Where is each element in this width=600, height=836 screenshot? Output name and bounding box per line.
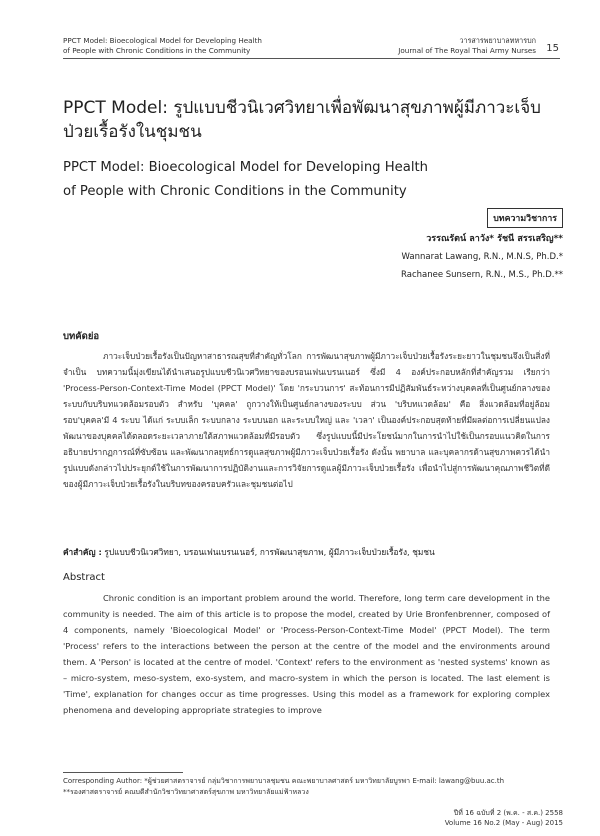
header-divider: [63, 58, 560, 59]
keywords-line: [63, 545, 550, 559]
keywords-text: รูปแบบชีวนิเวศวิทยา, บรอนเฟนเบรนเนอร์, การพัฒนาสุขภาพ, ผู้มีภาวะเจ็บป่วยเรื้อรัง, ชุมชน: [104, 547, 435, 557]
running-header-right: [398, 36, 559, 56]
title-english-line-1: PPCT Model: Bioecological Model for Developing Health: [63, 160, 429, 175]
header-left-line-1: PPCT Model: Bioecological Model for Developing Health: [63, 36, 262, 45]
abstract-thai-text: ภาวะเจ็บป่วยเรื้อรังเป็นปัญหาสาธารณสุขที่สำคัญทั่วโลก การพัฒนาสุขภาพผู้มีภาวะเจ็บป่วยเรื้อรังระยะยาวในชุมชนจึงเป็นสิ่งที่จำเป็น บทความนี้มุ่งเขียนได้นำเสนอรูปแบบชีวนิเวศวิทยาของบรอนเฟนเบรนเนอร์ ซึ่งมี 4 องค์ประกอบหลักที่สำคัญรวม เรียกว่า 'Process-Person-Context-Time Model (PPCT Model)' โดย 'กระบวนการ' สะท้อนการมีปฏิสัมพันธ์ระหว่างบุคคลที่เป็นศูนย์กลางของระบบกับบริบทแวดล้อมรอบตัว สำหรับ 'บุคคล' ถูกวางให้เป็นศูนย์กลางของระบบ ส่วน 'บริบทแวดล้อม' คือ สิ่งแวดล้อมที่อยู่ล้อมรอบ'บุคคล'มี 4 ระบบ ได้แก่ ระบบเล็ก ระบบกลาง ระบบนอก และระบบใหญ่ และ 'เวลา' เป็นองค์ประกอบสุดท้ายที่มีผลต่อการเปลี่ยนแปลงพัฒนาของบุคคลได้ตลอดระยะเวลาภายใต้สภาพแวดล้อมที่มีรอบตัว ซึ่งรูปแบบนี้มีประโยชน์มากในการนำไปใช้เป็นกรอบแนวคิดในการอธิบายปรากฏการณ์ที่ซับซ้อน และพัฒนากลยุทธ์การดูแลสุขภาพผู้มีภาวะเจ็บป่วยเรื้อรัง ดังนั้น พยาบาล และบุคลากรด้านสุขภาพควรได้นำรูปแบบดังกล่าวไปประยุกต์ใช้ในการพัฒนาการปฏิบัติงานและการวิจัยการดูแลผู้มีภาวะเจ็บป่วยเรื้อรัง เพื่อนำไปสู่การพัฒนาคุณภาพชีวิตที่ดีของผู้มีภาวะเจ็บป่วยเรื้อรังในบริบทของครอบครัวและชุมชนต่อไป: [63, 351, 550, 489]
footnote-second-author: **รองศาสตราจารย์ คณบดีสำนักวิชาวิทยาศาสตร์สุขภาพ มหาวิทยาลัยแม่ฟ้าหลวง: [63, 788, 309, 796]
author-block: [401, 230, 563, 284]
header-left-line-2: of People with Chronic Conditions in the Community: [63, 46, 251, 55]
volume-footer: [445, 808, 563, 828]
abstract-thai-body: [63, 348, 550, 492]
abstract-english-text: Chronic condition is an important problem around the world. Therefore, long term care development in the community is needed. The aim of this article is to propose the model, created by Urie Bronfenbrenner, composed of 4 components, namely 'Bioecological Model' or 'Process-Person-Context-Time Model' (PPCT Model). The term 'Process' refers to the interactions between the person at the centre of the model and the environments around them. A 'Person' is located at the centre of model. 'Context' refers to the environment as 'nested systems' known as – micro-system, meso-system, exo-system, and macro-system in which the person is located. The last element is 'Time', explanation for changes occur as time progresses. Using this model as a framework for exploring complex phenomena and developing appropriate strategies to improve: [63, 593, 550, 715]
footnotes: [63, 776, 563, 798]
title-english-line-2: of People with Chronic Conditions in the Community: [63, 184, 407, 199]
volume-english: Volume 16 No.2 (May - Aug) 2015: [444, 819, 563, 827]
page-number: 15: [546, 43, 559, 54]
article-title-english: [63, 156, 543, 204]
journal-name-english: Journal of The Royal Thai Army Nurses: [398, 46, 536, 55]
abstract-english-body: [63, 590, 550, 718]
abstract-thai-heading: บทคัดย่อ: [63, 331, 100, 342]
footnote-divider: [63, 772, 183, 773]
volume-thai: ปีที่ 16 ฉบับที่ 2 (พ.ค. - ส.ค.) 2558: [453, 809, 563, 817]
running-header-left: [63, 36, 262, 56]
footnote-corresponding-author: Corresponding Author: *ผู้ช่วยศาสตราจารย์ กลุ่มวิชาการพยาบาลชุมชน คณะพยาบาลศาสตร์ มหาวิทยาลัยบูรพา E-mail: lawang@buu.ac.th: [63, 777, 505, 785]
abstract-english-heading: Abstract: [63, 572, 105, 583]
keywords-label: คำสำคัญ :: [63, 547, 102, 557]
article-type-badge: บทความวิชาการ: [487, 208, 563, 228]
journal-name-thai: วารสารพยาบาลทหารบก: [459, 36, 536, 45]
author-1-english: Wannarat Lawang, R.N., M.N.S, Ph.D.*: [401, 252, 563, 262]
author-2-english: Rachanee Sunsern, R.N., M.S., Ph.D.**: [401, 270, 563, 280]
authors-thai: วรรณรัตน์ ลาวัง* รัชนี สรรเสริญ**: [426, 234, 563, 244]
article-title-thai: PPCT Model: รูปแบบชีวนิเวศวิทยาเพื่อพัฒนาสุขภาพผู้มีภาวะเจ็บป่วยเรื้อรังในชุมชน: [63, 98, 541, 142]
